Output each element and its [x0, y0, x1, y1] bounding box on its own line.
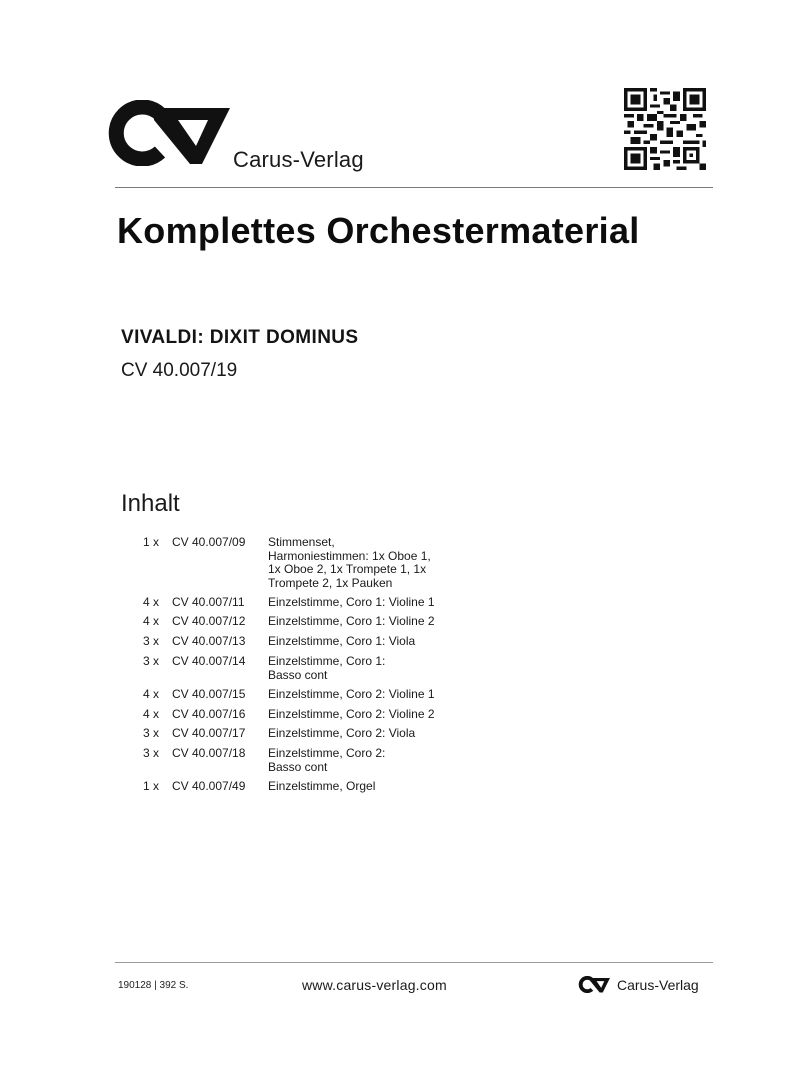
contents-heading: Inhalt: [121, 490, 180, 517]
footer-divider: [115, 962, 713, 963]
footer-id-pages: 190128 | 392 S.: [118, 980, 189, 991]
item-quantity: 4 x: [143, 707, 160, 721]
qr-code-icon: [623, 88, 707, 170]
item-catalog-number: CV 40.007/12: [172, 614, 246, 628]
footer-website-link[interactable]: www.carus-verlag.com: [302, 977, 447, 993]
item-catalog-number: CV 40.007/13: [172, 634, 246, 648]
item-catalog-number: CV 40.007/11: [172, 595, 245, 609]
item-description: Einzelstimme, Coro 2: Violine 2: [268, 707, 435, 721]
work-catalog-number: CV 40.007/19: [121, 360, 238, 381]
item-description: Einzelstimme, Coro 2: Basso cont: [268, 746, 386, 774]
carus-logo-small-icon: [578, 976, 611, 993]
item-quantity: 4 x: [143, 687, 160, 701]
item-catalog-number: CV 40.007/16: [172, 707, 246, 721]
carus-logo-icon: [108, 100, 232, 166]
item-quantity: 3 x: [143, 654, 160, 668]
item-description: Einzelstimme, Coro 1: Basso cont: [268, 654, 386, 682]
item-quantity: 3 x: [143, 726, 160, 740]
item-quantity: 1 x: [143, 535, 160, 549]
item-catalog-number: CV 40.007/14: [172, 654, 246, 668]
work-title: VIVALDI: DIXIT DOMINUS: [121, 327, 359, 348]
item-quantity: 3 x: [143, 634, 160, 648]
item-description: Stimmenset, Harmoniestimmen: 1x Oboe 1, 1x Oboe 2, 1x Trompete 1, 1x Trompete 2, 1x Pauken: [268, 535, 431, 590]
item-quantity: 1 x: [143, 779, 160, 793]
item-catalog-number: CV 40.007/49: [172, 779, 246, 793]
item-catalog-number: CV 40.007/15: [172, 687, 246, 701]
item-quantity: 3 x: [143, 746, 160, 760]
header-divider: [115, 187, 713, 188]
item-description: Einzelstimme, Orgel: [268, 779, 376, 793]
item-description: Einzelstimme, Coro 1: Violine 1: [268, 595, 435, 609]
item-description: Einzelstimme, Coro 2: Viola: [268, 726, 416, 740]
item-quantity: 4 x: [143, 595, 160, 609]
page-title: Komplettes Orchestermaterial: [117, 210, 640, 251]
item-catalog-number: CV 40.007/17: [172, 726, 246, 740]
item-catalog-number: CV 40.007/18: [172, 746, 246, 760]
item-quantity: 4 x: [143, 614, 160, 628]
item-catalog-number: CV 40.007/09: [172, 535, 246, 549]
brand-name: Carus-Verlag: [233, 147, 364, 172]
item-description: Einzelstimme, Coro 2: Violine 1: [268, 687, 435, 701]
item-description: Einzelstimme, Coro 1: Violine 2: [268, 614, 435, 628]
footer-brand-name: Carus-Verlag: [617, 977, 699, 993]
item-description: Einzelstimme, Coro 1: Viola: [268, 634, 416, 648]
